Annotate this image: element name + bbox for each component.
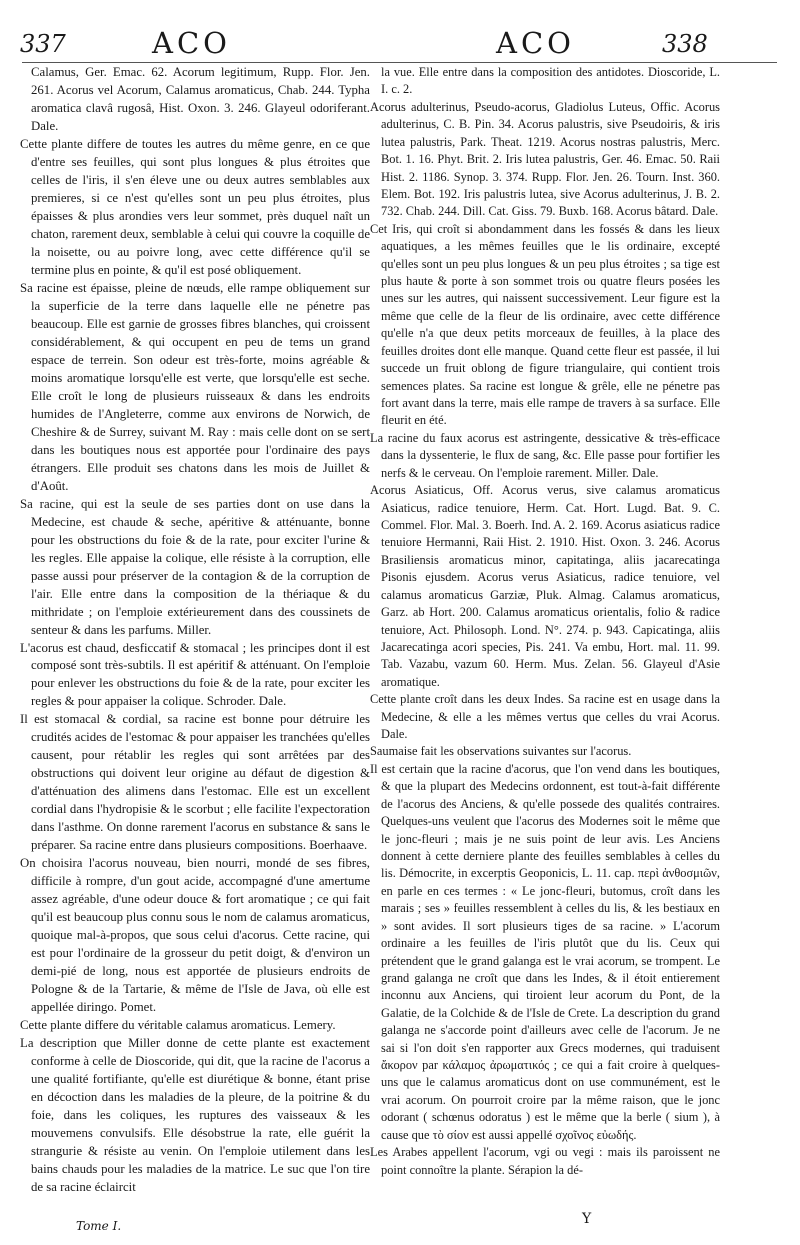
right-page-number: 338 bbox=[662, 30, 708, 58]
left-running-head: ACO bbox=[152, 26, 231, 60]
right-running-head: ACO bbox=[496, 26, 575, 60]
paragraph: Il est stomacal & cordial, sa racine est bonne pour détruire les crudités acides de l'estomac & pour appaiser les tranchées qu'elles causent, pour rétablir les regles qui sont arrêtées par des obstructions qui doivent leur origine au défaut de digestion & d'atténuation des alimens dans l'estomac. Elle est un excellent cordial dans l'hydropisie & le scorbut ; elle facilite l'expectoration dans l'asthme. On donne rarement l'acorus en substance & sans le préparer. Sa racine entre dans plusieurs compositions. Boerhaave. bbox=[20, 712, 370, 853]
paragraph: Sa racine est épaisse, pleine de nœuds, elle rampe obliquement sur la superficie de la terre dans laquelle elle ne pénetre pas beaucoup. Elle est garnie de grosses fibres blanches, qui croissent considérablement, & qui occupent en peu de tems un grand espace de terrein. Son odeur est très-forte, moins agréable & moins aromatique lorsqu'elle est verte, que lorsqu'elle est seche. Elle croît le long de plusieurs ruisseaux & dans les endroits humides de l'Angleterre, comme aux environs de Norwich, de Cheshire & de Surrey, suivant M. Ray : mais celle dont on se sert dans les boutiques nous est apportée pour l'ordinaire des pays étrangers. Elle produit ses chatons dans les mois de Juillet & d'Août. bbox=[20, 280, 370, 493]
paragraph: Acorus Asiaticus, Off. Acorus verus, sive calamus aromaticus Asiaticus, radice tenuiore, Herm. Cat. Hort. Lugd. Bat. 9. C. Commel. Flor. Mal. 3. Boerh. Ind. A. 2. 169. Acorus asiaticus radice tenuiore Hermanni, Raii Hist. 2. 1910. Hist. Oxon. 3. 246. Acorus Brasiliensis aromaticus minor, capitatinga, aliis jacarecatinga Pisonis ejusdem. Acorus verus Asiaticus, radice tenuiore, vel calamus aromaticus Garziæ, Pluk. Almag. Calamus aromaticus, Garz. ab Hort. 200. Calamus aromaticus orientalis, folio & radice tenuiore, Act. Philosoph. Lond. N°. 274. p. 943. Capicatinga, aliis Jacarecatinga acori species, Pis. 241. Va embu, Hort. mal. 11. 99. Tab. Vazabu, vazum 60. Herm. Mus. Zelan. 56. Glayeul d'Asie aromatique. bbox=[370, 483, 720, 689]
paragraph: On choisira l'acorus nouveau, bien nourri, mondé de ses fibres, difficile à rompre, d'un gout acide, accompagné d'une amertume assez agréable, d'une odeur douce & fort aromatique ; ce qui fait qu'il est beaucoup plus connu sous le nom de calamus aromaticus, quoique mal-à-propos, que sous celui d'acorus. Cette racine, qui est pour l'ordinaire de la grosseur du petit doigt, & d'environ un demi-pié de long, nous est apportée de plusieurs endroits de Pologne & de la Tartarie, & même de l'Isle de Java, où elle est appellée diringo. Pomet. bbox=[20, 856, 370, 1015]
paragraph: Saumaise fait les observations suivantes sur l'acorus. bbox=[370, 744, 632, 759]
paragraph: La racine du faux acorus est astringente, dessicative & très-efficace dans la dyssenterie, le flux de sang, &c. Elle passe pour fortifier les nerfs & le cerveau. On l'emploie rarement. Miller. Dale. bbox=[370, 430, 720, 480]
paragraph: Cet Iris, qui croît si abondamment dans les fossés & dans les lieux aquatiques, a les mêmes feuilles que le lis ordinaire, excepté qu'elles sont un peu plus longues & un peu plus étroites ; sa tige est plus haute & porte à son sommet trois ou quatre fleurs posées les unes sur les autres, qui naissent successivement. Leur figure est la même que celle de la fleur de lis ordinaire, avec cette différence qu'elle n'a que deux petits morceaux de feuilles, à la place des feuilles droites dont elle manque. Quand cette fleur est passée, il lui succede un fruit oblong de figure triangulaire, qui contient trois semences plates. Sa racine est longue & grêle, elle ne pénetre pas fort avant dans la terre, mais elle rampe de travers à sa surface. Elle fleurit en été. bbox=[370, 221, 720, 428]
paragraph: L'acorus est chaud, desficcatif & stomacal ; les principes dont il est composé sont très-subtils. Il est apéritif & atténuant. On l'emploie pour enlever les obstructions du foie & de la rate, pour exciter les regles & pour appaiser la colique. Schroder. Dale. bbox=[20, 640, 370, 709]
paragraph: Acorus adulterinus, Pseudo-acorus, Gladiolus Luteus, Offic. Acorus adulterinus, C. B. Pin. 34. Acorus palustris, sive Pseudoiris, & iris lutea palustris, Park. Theat. 1219. Acorus nostras palustris, Merc. Bot. 1. 16. Phyt. Brit. 2. Iris lutea palustris, Ger. 46. Emac. 50. Raii Hist. 2. 1186. Synop. 3. 374. Rupp. Flor. Jen. 26. Tourn. Inst. 360. Elem. Bot. 192. Iris palustris lutea, sive Acorus adulterinus, J. B. 2. 732. Chab. 244. Dill. Cat. Giss. 79. Buxb. 168. Acorus bâtard. Dale. bbox=[370, 99, 720, 219]
left-column bbox=[20, 64, 370, 1197]
signature-mark: Y bbox=[582, 1211, 592, 1227]
paragraph: Cette plante differe du véritable calamus aromaticus. Lemery. bbox=[20, 1018, 336, 1033]
paragraph: La description que Miller donne de cette plante est exactement conforme à celle de Dioscoride, qui dit, que la racine de l'acorus a une qualité fortifiante, qu'elle est diurétique & bonne, étant prise en décoction dans les maladies de la pleure, de la poitrine & du foie, dans les coliques, les ruptures des vaisseaux & les mouvemens convulsifs. Elle désobstrue la rate, elle guérit la strangurie & résiste au venin. On l'emploie utilement dans les bains chauds pour les maladies de la matrice. Le suc que l'on tire de sa racine éclaircit bbox=[20, 1036, 370, 1195]
paragraph: Cette plante differe de toutes les autres du même genre, en ce que d'entre ses feuilles, qui sont plus longues & plus étroites que celles de l'iris, il s'en éleve une ou deux autres semblables aux premieres, si ce n'est qu'elles sont un peu plus étroites, plus épaisses & plus arondies vers leur sommet, près duquel naît un chaton, rarement deux, semblable à celui qui couvre la coquille de la noisette, ou au poivre long, avec cette différence qu'il se termine plus en pointe, & qu'il est posé obliquement. bbox=[20, 136, 370, 277]
header-rule bbox=[22, 62, 777, 63]
left-page-number: 337 bbox=[20, 30, 66, 58]
paragraph: Il est certain que la racine d'acorus, que l'on vend dans les boutiques, & que la plupart des Medecins ordonnent, est tout-à-fait différente de l'acorus des Anciens, & qu'elle possede des qualités contraires. Quelques-uns veulent que l'acorus des Modernes soit le même que le jonc-fleuri ; mais je ne suis point de leur avis. Les Anciens donnent à cette derniere plante des feuilles semblables à celles du lis. Démocrite, in excerptis Geoponicis, L. 11. cap. περὶ ἀνθοσμιῶν, en parle en ces termes : « Le jonc-fleuri, butomus, croît dans les marais ; ses » feuilles ressemblent à celles du lis, & les bestiaux en » sont avides. Il sort plusieurs tiges de sa racine. » L'acorum ordinaire a les feuilles de l'iris plutôt que du lis. Ceux qui prétendent que le grand galanga est le vrai acorum, se trompent. Le grand galanga ne croît que dans les Indes, & il étoit entierement inconnu aux Anciens, qui tiroient leur acorum du Pont, de la Galatie, de la Colchide & de l'Isle de Crete. La description du grand galanga ne s'accorde point d'ailleurs avec celle de l'acorum. Je ne sai si l'on doit s'en rapporter aux Grecs modernes, qui traduisent ἄκορον par κάλαμος ἀρωματικός ; ce qui a fait croire à quelques-uns que le calamus aromaticus dont on use communément, est le vrai acorum. On pourroit croire par la même raison, que le jonc odorant ( schœnus odoratus ) est le même que la berle ( sium ), à cause que τὸ σίον est aussi appellé σχοῖνος εὐωδής. bbox=[370, 761, 720, 1142]
right-column bbox=[370, 64, 720, 1179]
paragraph: Les Arabes appellent l'acorum, vgi ou vegi : mais ils paroissent ne point connoître la plante. Sérapion la dé- bbox=[370, 1145, 720, 1177]
paragraph: la vue. Elle entre dans la composition des antidotes. Dioscoride, L. I. c. 2. bbox=[381, 65, 720, 97]
paragraph: Sa racine, qui est la seule de ses parties dont on use dans la Medecine, est chaude & seche, apéritive & atténuante, bonne pour les obstructions du foie & de la rate, pour exciter l'urine & les regles. Elle appaise la colique, elle résiste à la corruption, elle passe aussi pour préserver de la contagion & de la corruption de l'air. Elle entre dans la composition de la thériaque & du mithridate ; on l'emploie extérieurement dans des coussinets de senteur & dans les parfums. Miller. bbox=[20, 496, 370, 637]
paragraph: Calamus, Ger. Emac. 62. Acorum legitimum, Rupp. Flor. Jen. 261. Acorus vel Acorum, Calamus aromaticus, Chab. 244. Typha aromatica clavâ rugosâ, Hist. Oxon. 3. 246. Glayeul odoriferant. Dale. bbox=[31, 65, 370, 133]
volume-label: Tome I. bbox=[76, 1219, 122, 1233]
paragraph: Cette plante croît dans les deux Indes. Sa racine est en usage dans la Medecine, & elle a les mêmes vertus que celles du vrai Acorus. Dale. bbox=[370, 692, 720, 742]
